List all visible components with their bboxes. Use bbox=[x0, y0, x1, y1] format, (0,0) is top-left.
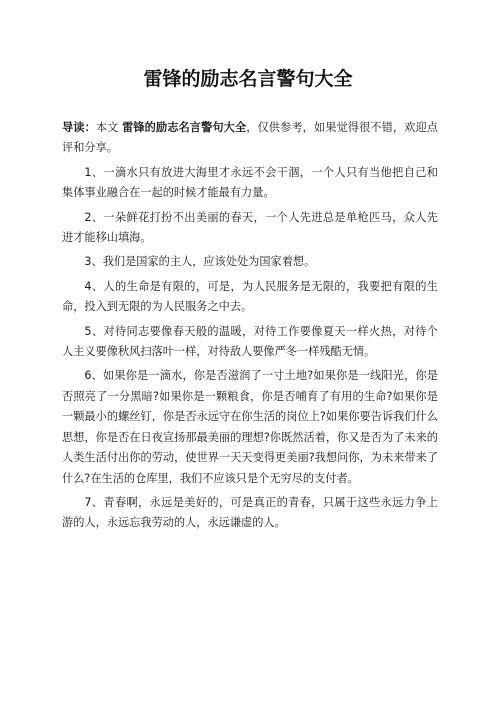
quote-paragraph-7: 7、青春啊，永远是美好的，可是真正的青春，只属于这些永远力争上游的人，永远忘我劳动的人，永远谦虚的人。 bbox=[62, 495, 438, 530]
quote-paragraph-3: 3、我们是国家的主人，应该处处为国家着想。 bbox=[84, 255, 316, 269]
quote-paragraph-4: 4、人的生命是有限的，可是，为人民服务是无限的，我要把有限的生命，投入到无限的为人民服务之中去。 bbox=[62, 279, 438, 314]
intro-suffix: ，仅供参考，如果觉得很不错，欢迎点评和分享。 bbox=[62, 121, 438, 155]
intro-prefix: 本文 bbox=[95, 121, 123, 134]
quote-paragraph-6: 6、如果你是一滴水，你是否滋润了一寸土地?如果你是一线阳光，你是否照亮了一分黑暗?如果你是一颗粮食，你是否哺育了有用的生命?如果你是一颗最小的螺丝钉，你是否永远守在你生活的岗位上?如果你要告诉我们什么思想，你是否在日夜宣扬那最美丽的理想?你既然活着，你又是否为了未来的人类生活付出你的劳动，使世界一天天变得更美丽?我想问你，为未来带来了什么?在生活的仓库里，我们不应该只是个无穷尽的支付者。 bbox=[62, 369, 438, 485]
quote-paragraph-5: 5、对待同志要像春天般的温暖，对待工作要像夏天一样火热，对待个人主义要像秋风扫落叶一样，对待敌人要像严冬一样残酷无情。 bbox=[62, 324, 438, 359]
quote-paragraph-2: 2、一朵鲜花打扮不出美丽的春天，一个人先进总是单枪匹马，众人先进才能移山填海。 bbox=[62, 210, 438, 245]
intro-article-title: 雷锋的励志名言警句大全 bbox=[122, 121, 247, 134]
quote-paragraph-1: 1、一滴水只有放进大海里才永远不会干涸，一个人只有当他把自己和集体事业融合在一起的时候才能最有力量。 bbox=[62, 165, 438, 200]
intro-paragraph bbox=[62, 118, 438, 159]
document-body bbox=[62, 118, 438, 538]
document-title: 雷锋的励志名言警句大全 bbox=[143, 68, 353, 90]
intro-label: 导读： bbox=[62, 121, 96, 134]
